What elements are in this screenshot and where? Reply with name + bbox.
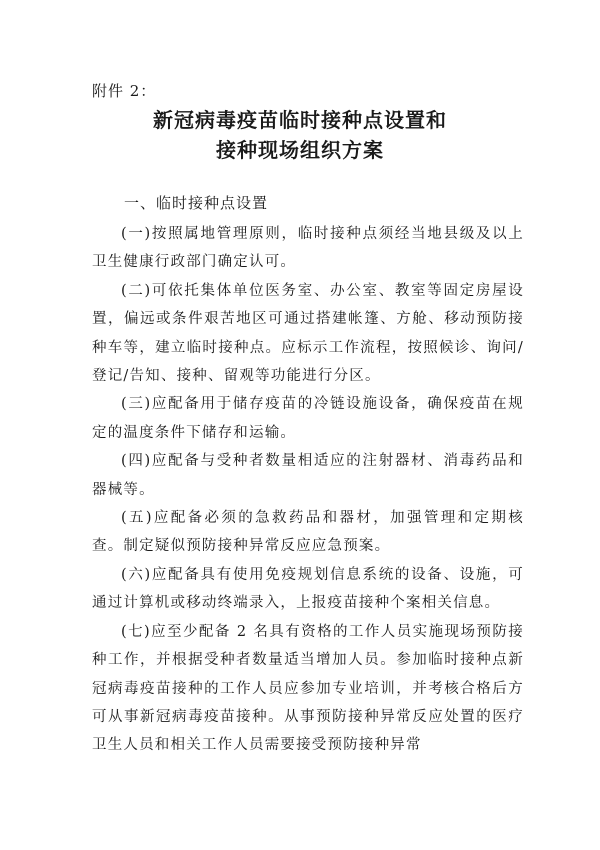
paragraph-6: (六)应配备具有使用免疫规划信息系统的设备、设施，可通过计算机或移动终端录入，上报疫苗接种个案相关信息。 [92,566,524,612]
paragraph-3: (三)应配备用于储存疫苗的冷链设施设备，确保疫苗在规定的温度条件下储存和运输。 [92,396,524,441]
document-title-line-1: 新冠病毒疫苗临时接种点设置和 [153,108,447,132]
paragraph-4: (四)应配备与受种者数量相适应的注射器材、消毒药品和器械等。 [92,453,524,498]
paragraph-2: (二)可依托集体单位医务室、办公室、教室等固定房屋设置，偏远或条件艰苦地区可通过搭建帐篷、方舱、移动预防接种车等，建立临时接种点。应标示工作流程，按照候诊、询问/登记/告知、接种、留观等功能进行分区。 [92,282,524,385]
paragraph-5: (五)应配备必须的急救药品和器材，加强管理和定期核查。制定疑似预防接种异常反应应急预案。 [92,510,524,555]
document-title-line-2: 接种现场组织方案 [216,138,384,162]
section-heading: 一、临时接种点设置 [124,194,269,212]
document-body [92,220,524,760]
paragraph-7: (七)应至少配备 2 名具有资格的工作人员实施现场预防接种工作，并根据受种者数量适当增加人员。参加临时接种点新冠病毒疫苗接种的工作人员应参加专业培训，并考核合格后方可从事新冠病毒疫苗接种。从事预防接种异常反应处置的医疗卫生人员和相关工作人员需要接受预防接种异常 [92,623,524,754]
attachment-label: 附件 2： [92,82,157,100]
paragraph-1: (一)按照属地管理原则，临时接种点须经当地县级及以上卫生健康行政部门确定认可。 [92,226,524,271]
